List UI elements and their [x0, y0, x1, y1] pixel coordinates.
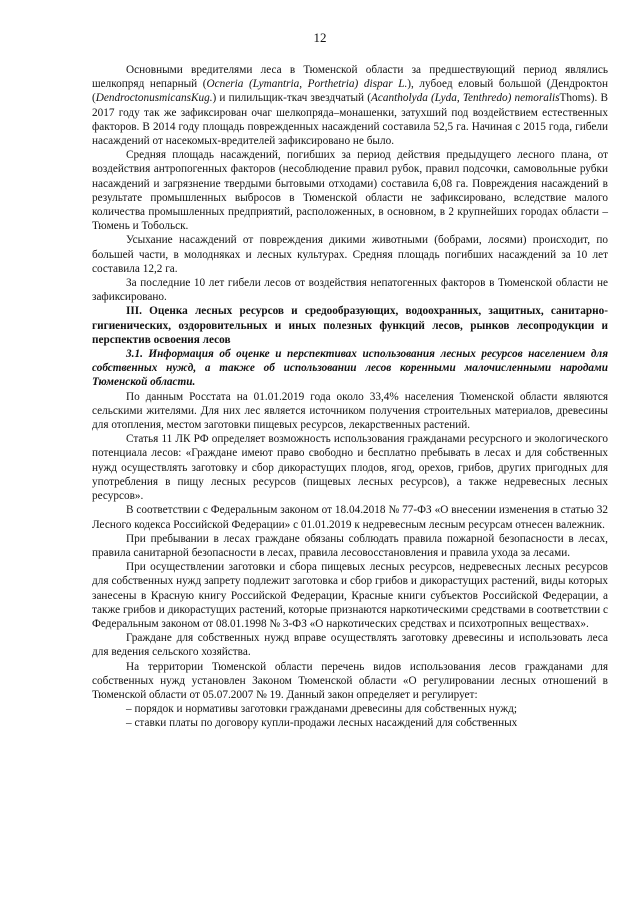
latin-name: DendroctonusmicansKug. [95, 92, 213, 105]
page-number: 12 [313, 30, 327, 45]
paragraph-prohibitions: При осуществлении заготовки и сбора пищевых лесных ресурсов, недревесных лесных ресурсов для собственных нужд запрету подлежит заготовка и сбор грибов и дикорастущих растений, виды которых занесены в Красную книгу Российской Федерации, Красные книги субъектов Российской Федерации, а также грибов и дикорастущих растений, которые признаются наркотическими средствами в соответствии с Федеральным законом от 08.01.1998 № 3-ФЗ «О наркотических средствах и психотропных веществах». [92, 561, 608, 630]
paragraph-text: ) и пилильщик-ткач звездчатый ( [212, 92, 371, 105]
paragraph-text: Основными вредителями леса в Тюменской области за предшествующий период являлись шелкопряд непарный ( [92, 64, 608, 91]
latin-name: Acantholyda (Lyda, Tenthredo) nemoralis [370, 92, 560, 105]
section-heading-3: III. Оценка лесных ресурсов и средообразующих, водоохранных, защитных, санитарно-гигиенических, оздоровительных и иных полезных функций лесов, рынков лесопродукции и перспектив освоения лесов [92, 305, 608, 346]
paragraph-rosstat: По данным Росстата на 01.01.2019 года около 33,4% населения Тюменской области являются сельскими жителями. Для них лес является источником получения строительных материалов, древесины для отопления, местом заготовки пищевых ресурсов, лекарственных растений. [92, 390, 608, 432]
document-body [92, 63, 608, 731]
list-item: – порядок и нормативы заготовки гражданами древесины для собственных нужд; [126, 703, 517, 716]
paragraph-safety-rules: При пребывании в лесах граждане обязаны соблюдать правила пожарной безопасности в лесах, правила санитарной безопасности в лесах, правила лесовосстановления и правила ухода за лесами. [92, 532, 608, 559]
paragraph-non-pathogenic: За последние 10 лет гибели лесов от воздействия непатогенных факторов в Тюменской области не зафиксировано. [92, 277, 608, 304]
paragraph-regional-law: На территории Тюменской области перечень видов использования лесов гражданами для собственных нужд установлен Законом Тюменской области «О регулировании лесных отношений в Тюменской области от 05.07.2007 № 19. Данный закон определяет и регулирует: [92, 660, 608, 701]
paragraph-article-11: Статья 11 ЛК РФ определяет возможность использования гражданами ресурсного и экологического потенциала лесов: «Граждане имеют право свободно и бесплатно пребывать в лесах и для собственных нужд осуществлять заготовку и сбор дикорастущих плодов, ягод, орехов, грибов, других пригодных для употребления в пищу лесных ресурсов (пищевых лесных ресурсов), а также недревесных лесных ресурсов». [92, 433, 608, 503]
paragraph-animals: Усыхание насаждений от повреждения дикими животными (бобрами, лосями) происходит, по большей части, в молодняках и лесных культурах. Средняя площадь погибших насаждений за 10 лет составила 12,2 га. [92, 234, 608, 275]
paragraph-wood-harvesting: Граждане для собственных нужд вправе осуществлять заготовку древесины и использовать леса для ведения сельского хозяйства. [92, 632, 608, 659]
paragraph-federal-law-77: В соответствии с Федеральным законом от 18.04.2018 № 77-ФЗ «О внесении изменения в статью 32 Лесного кодекса Российской Федерации» с 01.01.2019 к недревесным лесным ресурсам отнесен валежник. [92, 504, 608, 531]
paragraph-anthropogenic: Средняя площадь насаждений, погибших за период действия предыдущего лесного плана, от воздействия антропогенных факторов (несоблюдение правил рубок, правил подсочки, самовольные рубки насаждений и загрязнение твердыми бытовыми отходами) составила 6,08 га. Повреждения насаждений в результате промышленных выбросов в Тюменской области не зафиксировано, вследствие малого количества промышленных предприятий, расположенных, в основном, в 2 крупнейших городах области – Тюмень и Тобольск. [92, 149, 608, 233]
list-item: – ставки платы по договору купли-продажи лесных насаждений для собственных [126, 717, 518, 730]
subsection-heading-3-1: 3.1. Информация об оценке и перспективах использования лесных ресурсов населением для собственных нужд, а также об использовании лесов коренными малочисленными народами Тюменской области. [92, 348, 608, 389]
paragraph-pests [92, 63, 608, 148]
latin-name: Ocneria (Lymantria, Porthetria) dispar L. [206, 78, 408, 91]
paragraph-text: ), лубоед еловый большой (Дендроктон ( [92, 78, 608, 105]
paragraph-text: Thoms). В 2017 году так же зафиксирован очаг шелкопряда–монашенки, затухший под воздействием естественных факторов. В 2014 году площадь поврежденных насаждений составила 52,5 га. Начиная с 2015 года, гибели насаждений от насекомых-вредителей зафиксировано не было. [92, 92, 608, 148]
